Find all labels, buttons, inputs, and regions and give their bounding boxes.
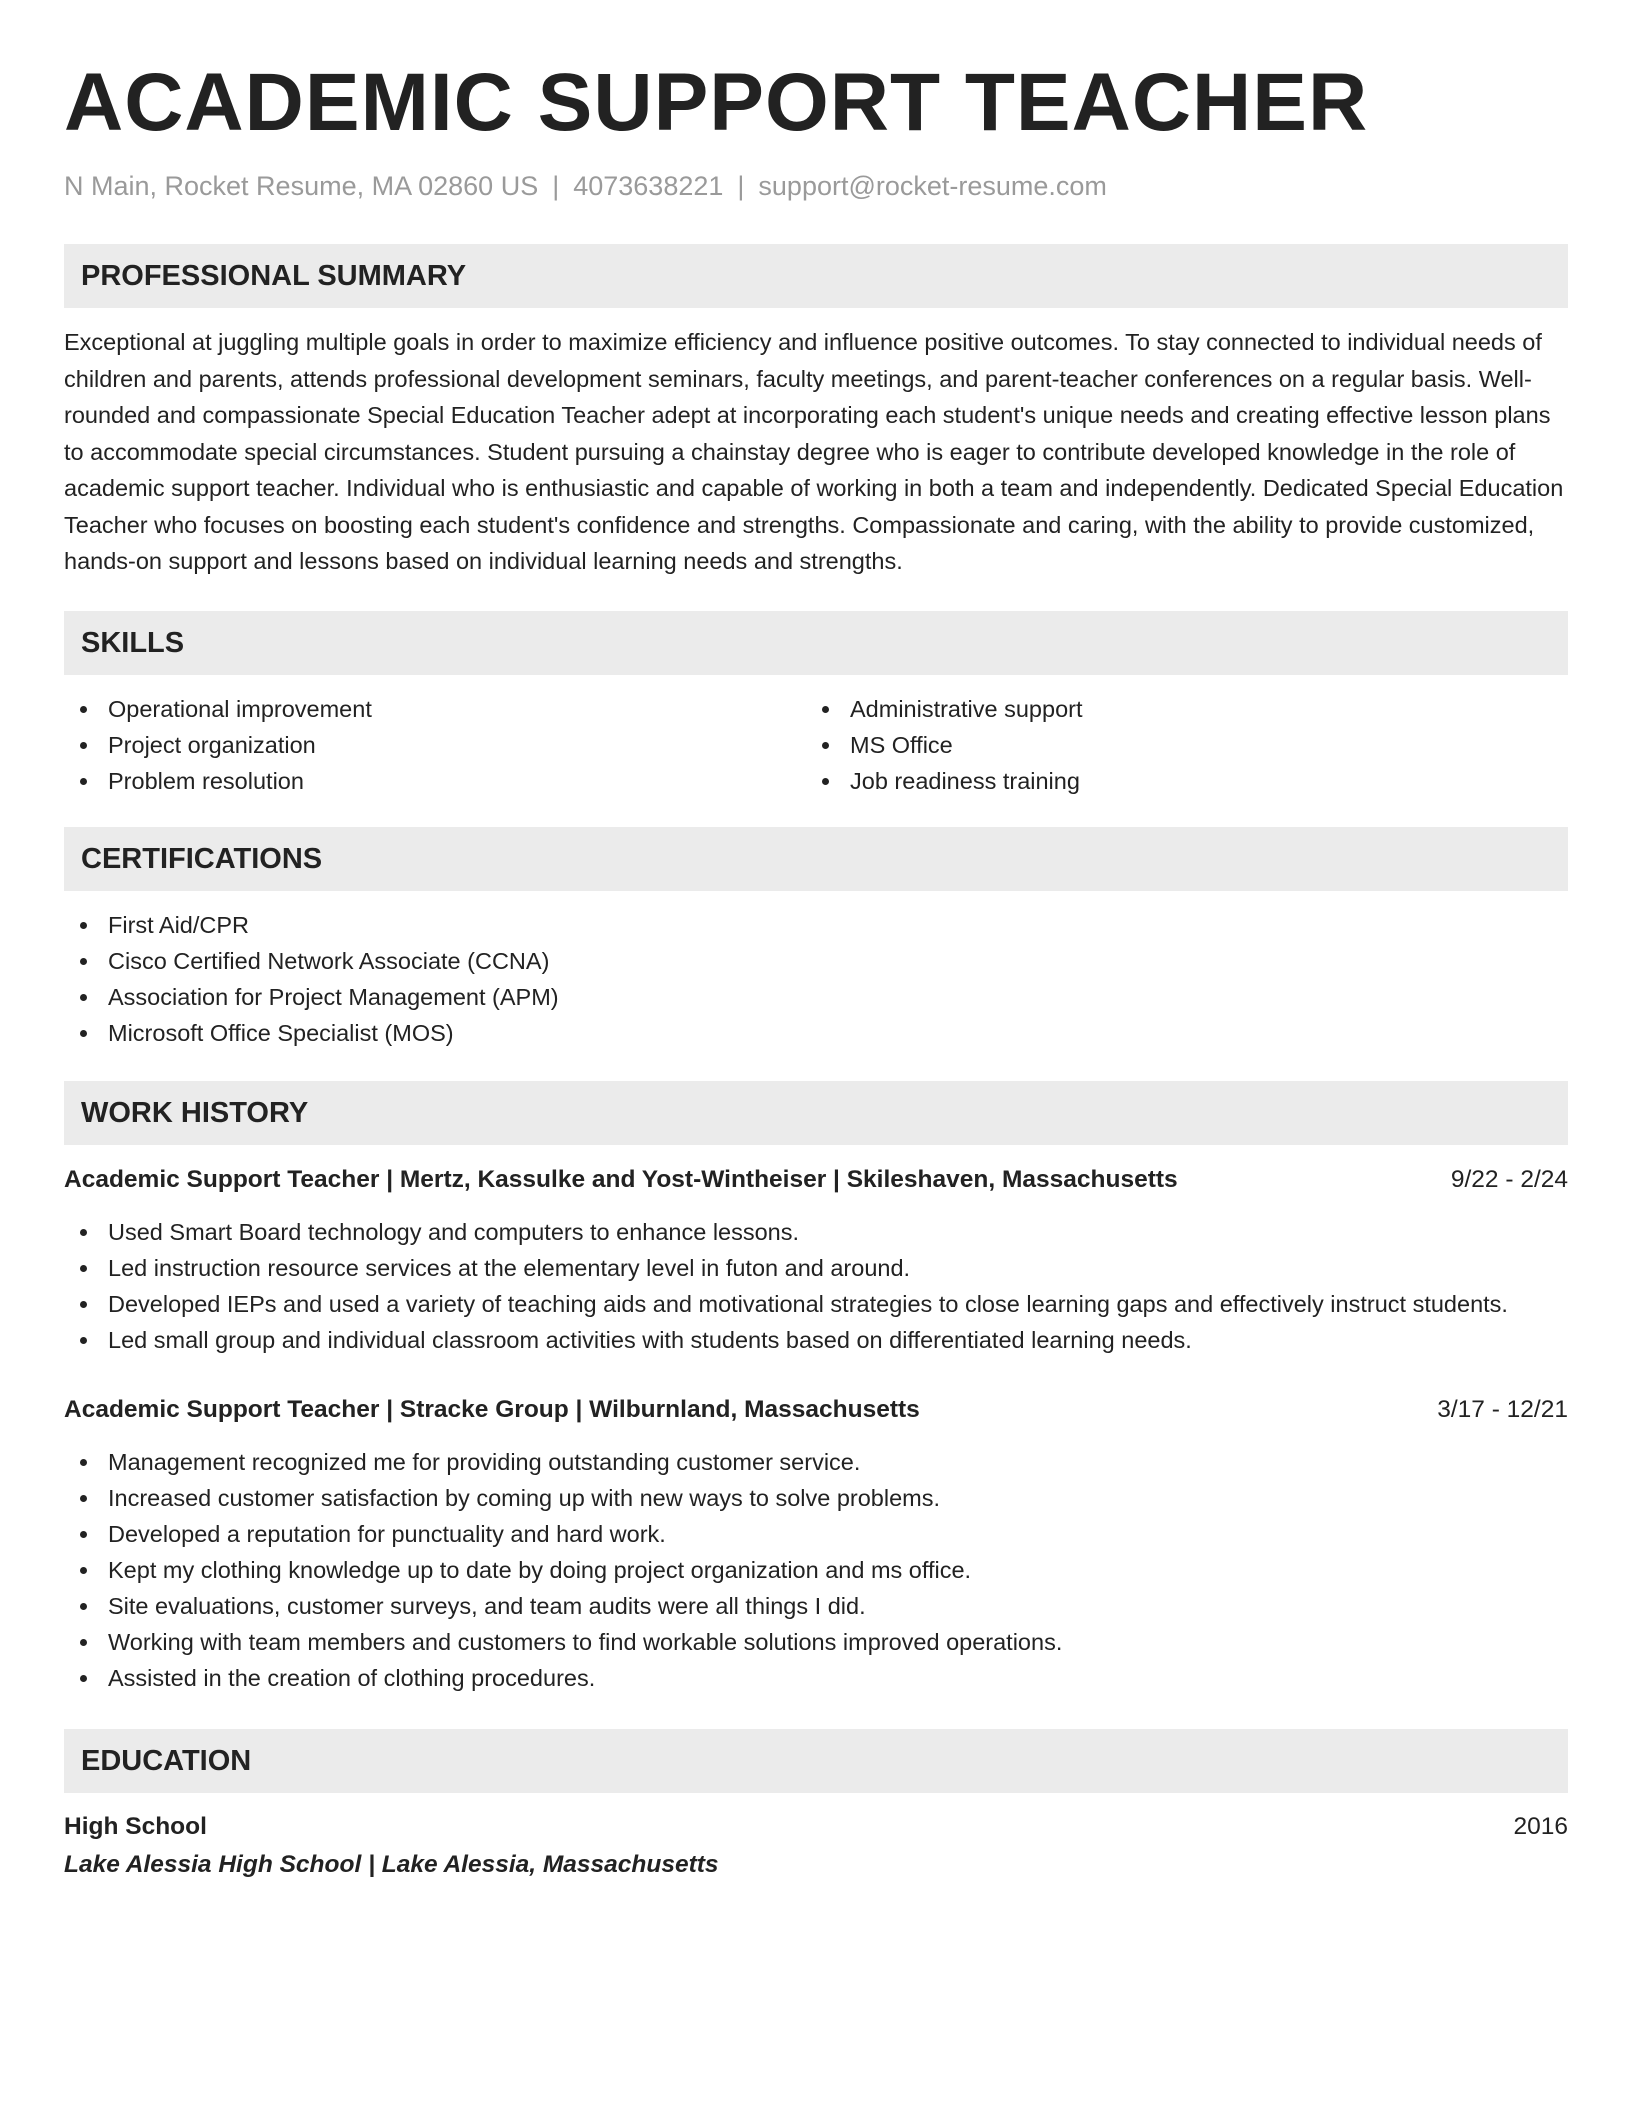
resume-page [64, 0, 1568, 1883]
job-duty-item: Led small group and individual classroom activities with students based on differentiated learning needs. [64, 1322, 1568, 1358]
contact-separator: | [552, 171, 560, 201]
job-duties-list [64, 1214, 1568, 1358]
job-duty-item: Led instruction resource services at the elementary level in futon and around. [64, 1250, 1568, 1286]
job-title: Academic Support Teacher | Stracke Group | Wilburnland, Massachusetts [64, 1395, 920, 1423]
candidate-name: ACADEMIC SUPPORT TEACHER [64, 57, 1369, 148]
skill-item: Administrative support [806, 691, 1548, 727]
certification-item: Cisco Certified Network Associate (CCNA) [64, 943, 1568, 979]
work-history-heading: WORK HISTORY [64, 1081, 1568, 1145]
contact-line [64, 168, 1568, 204]
certification-item: Association for Project Management (APM) [64, 979, 1568, 1015]
skill-item: MS Office [806, 727, 1548, 763]
skill-item: Job readiness training [806, 763, 1548, 799]
job-duty-item: Kept my clothing knowledge up to date by doing project organization and ms office. [64, 1552, 1568, 1588]
skill-item: Project organization [64, 727, 806, 763]
contact-address: N Main, Rocket Resume, MA 02860 US [64, 171, 539, 201]
contact-email: support@rocket-resume.com [758, 171, 1107, 201]
job-duty-item: Increased customer satisfaction by coming up with new ways to solve problems. [64, 1480, 1568, 1516]
job-duty-item: Developed a reputation for punctuality and hard work. [64, 1516, 1568, 1552]
job-dates: 9/22 - 2/24 [1450, 1165, 1568, 1193]
skill-item: Problem resolution [64, 763, 806, 799]
certification-item: Microsoft Office Specialist (MOS) [64, 1015, 1568, 1051]
job-duty-item: Used Smart Board technology and computers to enhance lessons. [64, 1214, 1568, 1250]
education-heading: EDUCATION [64, 1729, 1568, 1793]
skills-heading: SKILLS [64, 611, 1568, 675]
job-duty-item: Working with team members and customers to find workable solutions improved operations. [64, 1624, 1568, 1660]
job-duty-item: Developed IEPs and used a variety of teaching aids and motivational strategies to close learning gaps and effectively instruct students. [64, 1286, 1568, 1322]
education-degree: High School [64, 1812, 207, 1840]
job-header [64, 1162, 1568, 1198]
certification-item: First Aid/CPR [64, 907, 1568, 943]
certifications-list [64, 907, 1568, 1051]
contact-separator: | [737, 171, 745, 201]
skills-list [64, 691, 1568, 799]
skills-column-left [64, 691, 806, 799]
job-header [64, 1392, 1568, 1428]
job-title: Academic Support Teacher | Mertz, Kassulke and Yost-Wintheiser | Skileshaven, Massachusetts [64, 1165, 1178, 1193]
summary-text: Exceptional at juggling multiple goals in order to maximize efficiency and influence positive outcomes. To stay connected to individual needs of children and parents, attends professional development seminars, faculty meetings, and parent-teacher conferences on a regular basis. Well-rounded and compassionate Special Education Teacher adept at incorporating each student's unique needs and creating effective lesson plans to accommodate special circumstances. Student pursuing a chainstay degree who is eager to contribute developed knowledge in the role of academic support teacher. Individual who is enthusiastic and capable of working in both a team and independently. Dedicated Special Education Teacher who focuses on boosting each student's confidence and strengths. Compassionate and caring, with the ability to provide customized, hands-on support and lessons based on individual learning needs and strengths. [64, 329, 1564, 574]
job-duty-item: Management recognized me for providing outstanding customer service. [64, 1444, 1568, 1480]
job-dates: 3/17 - 12/21 [1437, 1395, 1568, 1423]
skill-item: Operational improvement [64, 691, 806, 727]
skills-column-right [806, 691, 1548, 799]
education-header [64, 1809, 1568, 1845]
education-year: 2016 [1513, 1812, 1568, 1840]
job-duties-list [64, 1444, 1568, 1696]
education-school: Lake Alessia High School | Lake Alessia, Massachusetts [64, 1850, 719, 1878]
summary-heading: PROFESSIONAL SUMMARY [64, 244, 1568, 308]
job-duty-item: Assisted in the creation of clothing procedures. [64, 1660, 1568, 1696]
contact-phone: 4073638221 [573, 171, 724, 201]
certifications-heading: CERTIFICATIONS [64, 827, 1568, 891]
job-duty-item: Site evaluations, customer surveys, and team audits were all things I did. [64, 1588, 1568, 1624]
